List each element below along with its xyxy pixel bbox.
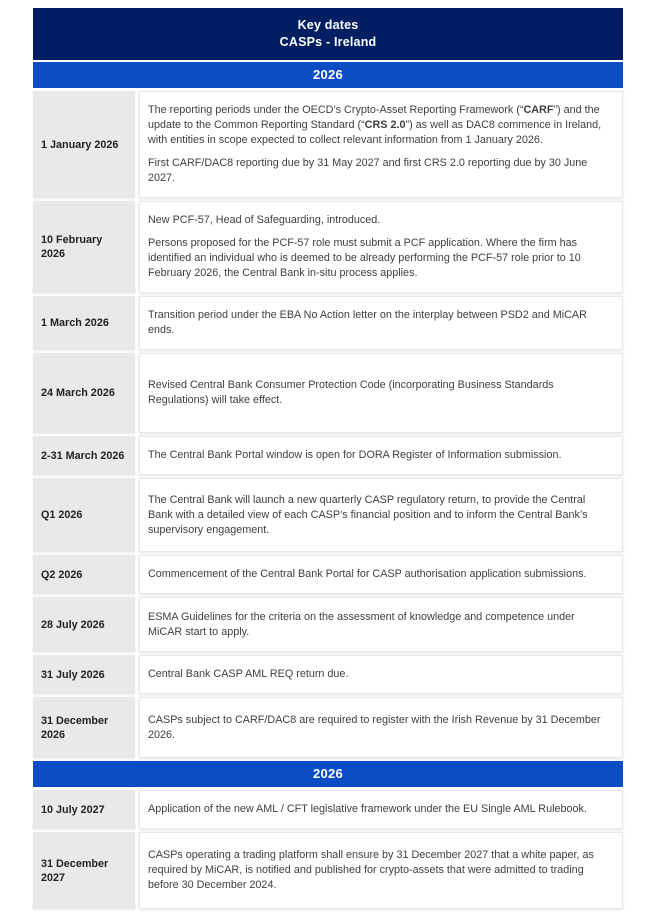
row-date-cell	[33, 478, 135, 552]
row-date-cell	[33, 697, 135, 758]
row-description-cell	[139, 832, 623, 909]
description-paragraph	[148, 713, 610, 743]
text-segment: The Central Bank Portal window is open for DORA Register of Information submission.	[148, 449, 562, 461]
row-date: 28 July 2026	[41, 618, 105, 631]
row-description-cell	[139, 597, 623, 652]
row-date: Q1 2026	[41, 509, 83, 521]
description-paragraph	[148, 493, 610, 538]
row-date-cell	[33, 790, 135, 829]
description-paragraph	[148, 848, 610, 893]
timeline-row	[33, 353, 623, 433]
description-paragraph	[148, 378, 610, 408]
description-paragraph	[148, 667, 610, 682]
timeline-row	[33, 296, 623, 350]
row-date-cell	[33, 91, 135, 198]
timeline-row	[33, 478, 623, 552]
page-title: Key dates	[297, 18, 359, 32]
text-segment: Persons proposed for the PCF-57 role must submit a PCF application. Where the firm has identified an individual who is deemed to be already performing the PCF-57 role prior to 10 February 2026, the Central Bank in-situ process applies.	[148, 237, 581, 279]
timeline-row	[33, 91, 623, 198]
row-date: 10 February 2026	[41, 234, 103, 260]
text-segment: ”) and the update to the Common Reporting Standard (“	[148, 104, 600, 131]
row-description-cell	[139, 91, 623, 198]
text-segment: Commencement of the Central Bank Portal for CASP authorisation application submissions.	[148, 568, 587, 580]
row-description-cell	[139, 790, 623, 829]
row-description-cell	[139, 478, 623, 552]
text-segment: New PCF-57, Head of Safeguarding, introduced.	[148, 214, 381, 226]
timeline-row	[33, 436, 623, 475]
text-segment: Revised Central Bank Consumer Protection Code (incorporating Business Standards Regulations) will take effect.	[148, 379, 554, 406]
description-paragraph	[148, 802, 610, 817]
description-paragraph	[148, 236, 610, 281]
row-description-cell	[139, 655, 623, 694]
row-date-cell	[33, 555, 135, 594]
row-date-cell	[33, 436, 135, 475]
row-date-cell	[33, 201, 135, 293]
row-date: 31 July 2026	[41, 668, 105, 681]
timeline-row	[33, 697, 623, 758]
year-band: 2026	[33, 761, 623, 787]
row-date: 2-31 March 2026	[41, 449, 125, 462]
timeline-row	[33, 655, 623, 694]
text-segment: The Central Bank will launch a new quarterly CASP regulatory return, to provide the Central Bank with a detailed view of each CASP’s financial position and to inform the Central Bank’s supervisory engagement.	[148, 493, 588, 536]
row-date-cell	[33, 597, 135, 652]
row-date: 24 March 2026	[41, 387, 115, 399]
row-date-cell	[33, 296, 135, 350]
text-segment: Application of the new AML / CFT legislative framework under the EU Single AML Rulebook.	[148, 803, 587, 815]
text-segment: ”) as well as DAC8 commence in Ireland, with entities in scope expected to collect relevant information from 1 January 2026.	[148, 119, 602, 146]
year-band: 2026	[33, 62, 623, 88]
row-date: 1 March 2026	[41, 317, 109, 329]
page-subtitle: CASPs - Ireland	[279, 35, 377, 49]
description-paragraph	[148, 567, 610, 582]
text-segment: Transition period under the EBA No Action letter on the interplay between PSD2 and MiCAR ends.	[148, 309, 587, 336]
row-date: 31 December 2027	[41, 857, 109, 884]
description-paragraph	[148, 103, 610, 148]
description-paragraph	[148, 610, 610, 640]
row-description-cell	[139, 697, 623, 758]
description-paragraph	[148, 448, 610, 463]
row-description-cell	[139, 436, 623, 475]
row-description-cell	[139, 201, 623, 293]
timeline-sections	[33, 62, 623, 909]
key-dates-document	[33, 8, 623, 912]
text-segment: CARF	[523, 104, 554, 116]
row-description-cell	[139, 353, 623, 433]
row-date: 1 January 2026	[41, 138, 119, 151]
text-segment: CASPs operating a trading platform shall ensure by 31 December 2027 that a white paper, as required by MiCAR, is notified and published for crypto-assets that were admitted to trading before 30 December 2024.	[148, 849, 594, 891]
text-segment: CASPs subject to CARF/DAC8 are required to register with the Irish Revenue by 31 December 2026.	[148, 713, 601, 741]
row-description-cell	[139, 296, 623, 350]
timeline-row	[33, 597, 623, 652]
description-paragraph	[148, 213, 610, 228]
text-segment: Central Bank CASP AML REQ return due.	[148, 668, 349, 680]
timeline-row	[33, 555, 623, 594]
description-paragraph	[148, 156, 610, 186]
description-paragraph	[148, 308, 610, 338]
row-date-cell	[33, 655, 135, 694]
text-segment: ESMA Guidelines for the criteria on the assessment of knowledge and competence under MiCAR start to apply.	[148, 610, 575, 638]
text-segment: The reporting periods under the OECD’s Crypto-Asset Reporting Framework (“	[148, 104, 524, 116]
timeline-row	[33, 201, 623, 293]
timeline-row	[33, 832, 623, 909]
text-segment: CRS 2.0	[364, 119, 406, 131]
text-segment: First CARF/DAC8 reporting due by 31 May 2027 and first CRS 2.0 reporting due by 30 June 2027.	[148, 157, 588, 184]
row-description-cell	[139, 555, 623, 594]
row-date-cell	[33, 832, 135, 909]
row-date: Q2 2026	[41, 568, 83, 581]
row-date: 10 July 2027	[41, 803, 105, 816]
row-date: 31 December 2026	[41, 714, 109, 741]
document-header	[33, 8, 623, 60]
row-date-cell	[33, 353, 135, 433]
timeline-row	[33, 790, 623, 829]
